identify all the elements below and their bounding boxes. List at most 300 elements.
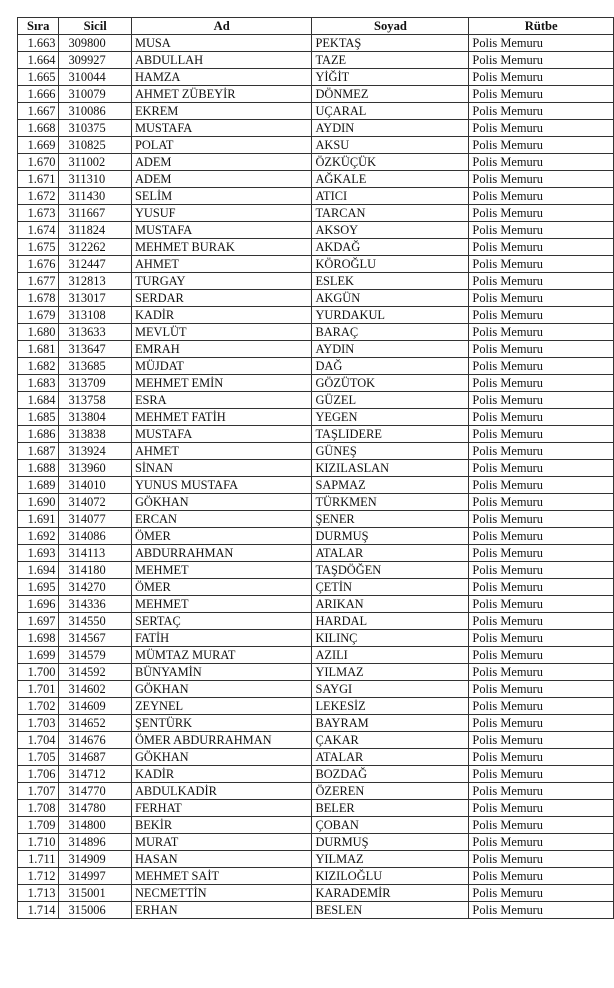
cell-sira: 1.690 [18, 494, 59, 511]
table-row [18, 579, 614, 596]
table-row [18, 103, 614, 120]
cell-sira: 1.689 [18, 477, 59, 494]
cell-sira: 1.703 [18, 715, 59, 732]
cell-ad: ADEM [131, 171, 312, 188]
cell-ad: FATİH [131, 630, 312, 647]
cell-ad: MUSTAFA [131, 426, 312, 443]
cell-sira: 1.705 [18, 749, 59, 766]
cell-rutbe: Polis Memuru [469, 868, 614, 885]
cell-ad: BÜNYAMİN [131, 664, 312, 681]
cell-ad: ÖMER ABDURRAHMAN [131, 732, 312, 749]
cell-soyad: AKSU [312, 137, 469, 154]
table-row [18, 154, 614, 171]
table-row [18, 86, 614, 103]
cell-sira: 1.712 [18, 868, 59, 885]
cell-rutbe: Polis Memuru [469, 137, 614, 154]
cell-sira: 1.686 [18, 426, 59, 443]
cell-rutbe: Polis Memuru [469, 188, 614, 205]
cell-rutbe: Polis Memuru [469, 664, 614, 681]
cell-soyad: KARADEMİR [312, 885, 469, 902]
cell-rutbe: Polis Memuru [469, 341, 614, 358]
table-row [18, 902, 614, 919]
cell-rutbe: Polis Memuru [469, 477, 614, 494]
table-row [18, 715, 614, 732]
cell-soyad: ESLEK [312, 273, 469, 290]
cell-rutbe: Polis Memuru [469, 375, 614, 392]
cell-sicil: 314010 [59, 477, 131, 494]
table-row [18, 477, 614, 494]
cell-sira: 1.664 [18, 52, 59, 69]
cell-rutbe: Polis Memuru [469, 120, 614, 137]
cell-rutbe: Polis Memuru [469, 613, 614, 630]
cell-sicil: 312262 [59, 239, 131, 256]
header-sicil: Sicil [59, 18, 131, 35]
cell-rutbe: Polis Memuru [469, 426, 614, 443]
cell-ad: YUNUS MUSTAFA [131, 477, 312, 494]
cell-rutbe: Polis Memuru [469, 800, 614, 817]
cell-ad: MEHMET BURAK [131, 239, 312, 256]
cell-sira: 1.678 [18, 290, 59, 307]
table-row [18, 613, 614, 630]
cell-soyad: KIZILASLAN [312, 460, 469, 477]
cell-ad: POLAT [131, 137, 312, 154]
cell-rutbe: Polis Memuru [469, 52, 614, 69]
cell-sicil: 314113 [59, 545, 131, 562]
cell-sicil: 314579 [59, 647, 131, 664]
table-row [18, 698, 614, 715]
table-row [18, 443, 614, 460]
cell-sicil: 312813 [59, 273, 131, 290]
cell-sicil: 314770 [59, 783, 131, 800]
cell-sira: 1.691 [18, 511, 59, 528]
table-body [18, 35, 614, 919]
cell-ad: KADİR [131, 766, 312, 783]
cell-sira: 1.672 [18, 188, 59, 205]
cell-sicil: 314780 [59, 800, 131, 817]
cell-soyad: UÇARAL [312, 103, 469, 120]
table-row [18, 885, 614, 902]
cell-soyad: BELER [312, 800, 469, 817]
cell-rutbe: Polis Memuru [469, 205, 614, 222]
table-row [18, 52, 614, 69]
cell-sira: 1.681 [18, 341, 59, 358]
cell-rutbe: Polis Memuru [469, 732, 614, 749]
cell-sira: 1.707 [18, 783, 59, 800]
table-row [18, 562, 614, 579]
cell-rutbe: Polis Memuru [469, 698, 614, 715]
cell-sira: 1.684 [18, 392, 59, 409]
cell-soyad: GÖZÜTOK [312, 375, 469, 392]
cell-sicil: 314086 [59, 528, 131, 545]
cell-ad: GÖKHAN [131, 749, 312, 766]
cell-sicil: 314712 [59, 766, 131, 783]
cell-sira: 1.693 [18, 545, 59, 562]
cell-soyad: DURMUŞ [312, 834, 469, 851]
cell-rutbe: Polis Memuru [469, 647, 614, 664]
table-row [18, 817, 614, 834]
table-row [18, 290, 614, 307]
table-row [18, 494, 614, 511]
cell-sira: 1.688 [18, 460, 59, 477]
cell-sira: 1.713 [18, 885, 59, 902]
cell-ad: SERDAR [131, 290, 312, 307]
cell-soyad: YILMAZ [312, 664, 469, 681]
cell-rutbe: Polis Memuru [469, 630, 614, 647]
cell-sira: 1.679 [18, 307, 59, 324]
cell-ad: GÖKHAN [131, 681, 312, 698]
table-row [18, 460, 614, 477]
cell-rutbe: Polis Memuru [469, 171, 614, 188]
cell-sicil: 315001 [59, 885, 131, 902]
cell-sira: 1.665 [18, 69, 59, 86]
table-row [18, 188, 614, 205]
cell-sicil: 310086 [59, 103, 131, 120]
cell-soyad: AZILI [312, 647, 469, 664]
cell-sira: 1.694 [18, 562, 59, 579]
cell-sira: 1.676 [18, 256, 59, 273]
cell-rutbe: Polis Memuru [469, 681, 614, 698]
table-row [18, 256, 614, 273]
cell-ad: MUSTAFA [131, 120, 312, 137]
table-row [18, 545, 614, 562]
cell-ad: MEHMET EMİN [131, 375, 312, 392]
cell-soyad: YILMAZ [312, 851, 469, 868]
table-row [18, 834, 614, 851]
cell-sicil: 312447 [59, 256, 131, 273]
cell-sicil: 311667 [59, 205, 131, 222]
cell-rutbe: Polis Memuru [469, 154, 614, 171]
cell-sicil: 311824 [59, 222, 131, 239]
cell-ad: AHMET [131, 443, 312, 460]
cell-sira: 1.682 [18, 358, 59, 375]
table-header [18, 18, 614, 35]
cell-sicil: 314652 [59, 715, 131, 732]
cell-rutbe: Polis Memuru [469, 494, 614, 511]
cell-soyad: HARDAL [312, 613, 469, 630]
cell-sicil: 314997 [59, 868, 131, 885]
cell-ad: ADEM [131, 154, 312, 171]
cell-sira: 1.669 [18, 137, 59, 154]
cell-sira: 1.670 [18, 154, 59, 171]
table-row [18, 528, 614, 545]
table-row [18, 324, 614, 341]
cell-sira: 1.704 [18, 732, 59, 749]
cell-sira: 1.692 [18, 528, 59, 545]
cell-sicil: 310079 [59, 86, 131, 103]
table-row [18, 392, 614, 409]
cell-soyad: DÖNMEZ [312, 86, 469, 103]
cell-ad: ZEYNEL [131, 698, 312, 715]
cell-soyad: BAYRAM [312, 715, 469, 732]
cell-sira: 1.696 [18, 596, 59, 613]
cell-sira: 1.687 [18, 443, 59, 460]
cell-sicil: 310825 [59, 137, 131, 154]
cell-soyad: AKDAĞ [312, 239, 469, 256]
cell-ad: MUSTAFA [131, 222, 312, 239]
cell-soyad: ÇAKAR [312, 732, 469, 749]
cell-soyad: ÖZEREN [312, 783, 469, 800]
cell-soyad: ŞENER [312, 511, 469, 528]
table-row [18, 341, 614, 358]
cell-rutbe: Polis Memuru [469, 596, 614, 613]
cell-soyad: AKSOY [312, 222, 469, 239]
cell-ad: YUSUF [131, 205, 312, 222]
cell-rutbe: Polis Memuru [469, 902, 614, 919]
table-row [18, 596, 614, 613]
cell-rutbe: Polis Memuru [469, 103, 614, 120]
cell-ad: MEHMET [131, 596, 312, 613]
cell-sicil: 315006 [59, 902, 131, 919]
table-row [18, 783, 614, 800]
header-sira: Sıra [18, 18, 59, 35]
cell-rutbe: Polis Memuru [469, 817, 614, 834]
cell-soyad: AĞKALE [312, 171, 469, 188]
cell-sira: 1.706 [18, 766, 59, 783]
cell-ad: ERHAN [131, 902, 312, 919]
cell-soyad: YEGEN [312, 409, 469, 426]
cell-rutbe: Polis Memuru [469, 69, 614, 86]
cell-soyad: GÜNEŞ [312, 443, 469, 460]
cell-soyad: TAZE [312, 52, 469, 69]
cell-ad: HASAN [131, 851, 312, 868]
cell-rutbe: Polis Memuru [469, 511, 614, 528]
cell-ad: MEHMET [131, 562, 312, 579]
table-row [18, 647, 614, 664]
cell-rutbe: Polis Memuru [469, 528, 614, 545]
cell-ad: ESRA [131, 392, 312, 409]
cell-ad: GÖKHAN [131, 494, 312, 511]
cell-soyad: SAYGI [312, 681, 469, 698]
table-row [18, 732, 614, 749]
table-row [18, 222, 614, 239]
cell-sira: 1.685 [18, 409, 59, 426]
cell-ad: EKREM [131, 103, 312, 120]
cell-sira: 1.701 [18, 681, 59, 698]
cell-rutbe: Polis Memuru [469, 324, 614, 341]
cell-sira: 1.695 [18, 579, 59, 596]
cell-ad: ÖMER [131, 528, 312, 545]
header-row [18, 18, 614, 35]
cell-ad: SİNAN [131, 460, 312, 477]
table-row [18, 426, 614, 443]
header-rutbe: Rütbe [469, 18, 614, 35]
cell-soyad: YİĞİT [312, 69, 469, 86]
cell-soyad: TAŞDÖĞEN [312, 562, 469, 579]
table-row [18, 69, 614, 86]
cell-sicil: 314609 [59, 698, 131, 715]
cell-ad: ABDULLAH [131, 52, 312, 69]
cell-soyad: TAŞLIDERE [312, 426, 469, 443]
cell-sicil: 314567 [59, 630, 131, 647]
cell-rutbe: Polis Memuru [469, 460, 614, 477]
cell-ad: MEVLÜT [131, 324, 312, 341]
cell-ad: HAMZA [131, 69, 312, 86]
cell-sira: 1.683 [18, 375, 59, 392]
cell-ad: MEHMET SAİT [131, 868, 312, 885]
cell-sicil: 313108 [59, 307, 131, 324]
cell-sicil: 314592 [59, 664, 131, 681]
table-row [18, 630, 614, 647]
cell-sicil: 313758 [59, 392, 131, 409]
cell-soyad: ÇETİN [312, 579, 469, 596]
cell-sicil: 314180 [59, 562, 131, 579]
table-row [18, 375, 614, 392]
cell-sira: 1.697 [18, 613, 59, 630]
cell-sira: 1.708 [18, 800, 59, 817]
cell-ad: MUSA [131, 35, 312, 52]
cell-sira: 1.710 [18, 834, 59, 851]
table-row [18, 511, 614, 528]
cell-rutbe: Polis Memuru [469, 239, 614, 256]
cell-sicil: 313685 [59, 358, 131, 375]
cell-sicil: 313804 [59, 409, 131, 426]
cell-ad: ABDURRAHMAN [131, 545, 312, 562]
cell-ad: AHMET [131, 256, 312, 273]
cell-sicil: 313924 [59, 443, 131, 460]
cell-ad: ABDULKADİR [131, 783, 312, 800]
table-row [18, 205, 614, 222]
cell-sicil: 314676 [59, 732, 131, 749]
cell-rutbe: Polis Memuru [469, 358, 614, 375]
cell-sicil: 314602 [59, 681, 131, 698]
cell-ad: MÜMTAZ MURAT [131, 647, 312, 664]
table-row [18, 800, 614, 817]
header-soyad: Soyad [312, 18, 469, 35]
cell-sicil: 313017 [59, 290, 131, 307]
cell-rutbe: Polis Memuru [469, 409, 614, 426]
table-row [18, 749, 614, 766]
cell-sicil: 309800 [59, 35, 131, 52]
cell-sira: 1.663 [18, 35, 59, 52]
cell-rutbe: Polis Memuru [469, 749, 614, 766]
table-row [18, 239, 614, 256]
cell-sira: 1.680 [18, 324, 59, 341]
cell-rutbe: Polis Memuru [469, 443, 614, 460]
cell-sira: 1.674 [18, 222, 59, 239]
cell-sicil: 313960 [59, 460, 131, 477]
cell-sira: 1.711 [18, 851, 59, 868]
cell-ad: MEHMET FATİH [131, 409, 312, 426]
cell-sira: 1.667 [18, 103, 59, 120]
cell-rutbe: Polis Memuru [469, 783, 614, 800]
cell-sicil: 314077 [59, 511, 131, 528]
table-row [18, 681, 614, 698]
cell-sicil: 313647 [59, 341, 131, 358]
cell-rutbe: Polis Memuru [469, 273, 614, 290]
cell-rutbe: Polis Memuru [469, 392, 614, 409]
cell-rutbe: Polis Memuru [469, 256, 614, 273]
cell-sicil: 310044 [59, 69, 131, 86]
cell-ad: MÜJDAT [131, 358, 312, 375]
cell-soyad: BARAÇ [312, 324, 469, 341]
cell-rutbe: Polis Memuru [469, 290, 614, 307]
cell-sicil: 313838 [59, 426, 131, 443]
cell-sira: 1.700 [18, 664, 59, 681]
cell-soyad: KIZILOĞLU [312, 868, 469, 885]
cell-sicil: 310375 [59, 120, 131, 137]
cell-ad: NECMETTİN [131, 885, 312, 902]
table-row [18, 273, 614, 290]
personnel-table [17, 17, 614, 919]
cell-sicil: 311002 [59, 154, 131, 171]
cell-soyad: PEKTAŞ [312, 35, 469, 52]
table-row [18, 868, 614, 885]
cell-sicil: 311310 [59, 171, 131, 188]
cell-soyad: BOZDAĞ [312, 766, 469, 783]
header-ad: Ad [131, 18, 312, 35]
cell-soyad: SAPMAZ [312, 477, 469, 494]
cell-rutbe: Polis Memuru [469, 307, 614, 324]
cell-sicil: 309927 [59, 52, 131, 69]
cell-sicil: 314336 [59, 596, 131, 613]
cell-sira: 1.668 [18, 120, 59, 137]
cell-sira: 1.671 [18, 171, 59, 188]
table-row [18, 851, 614, 868]
cell-sicil: 314909 [59, 851, 131, 868]
cell-sicil: 313633 [59, 324, 131, 341]
cell-ad: EMRAH [131, 341, 312, 358]
cell-sicil: 314072 [59, 494, 131, 511]
cell-ad: ŞENTÜRK [131, 715, 312, 732]
cell-sicil: 314270 [59, 579, 131, 596]
cell-rutbe: Polis Memuru [469, 834, 614, 851]
cell-soyad: TARCAN [312, 205, 469, 222]
table-row [18, 358, 614, 375]
cell-ad: KADİR [131, 307, 312, 324]
cell-sicil: 311430 [59, 188, 131, 205]
cell-soyad: AKGÜN [312, 290, 469, 307]
cell-ad: FERHAT [131, 800, 312, 817]
cell-sicil: 313709 [59, 375, 131, 392]
table-row [18, 409, 614, 426]
cell-ad: ERCAN [131, 511, 312, 528]
cell-sicil: 314800 [59, 817, 131, 834]
cell-sira: 1.709 [18, 817, 59, 834]
table-row [18, 307, 614, 324]
cell-sira: 1.698 [18, 630, 59, 647]
cell-soyad: ATALAR [312, 545, 469, 562]
cell-rutbe: Polis Memuru [469, 851, 614, 868]
cell-sira: 1.714 [18, 902, 59, 919]
cell-rutbe: Polis Memuru [469, 222, 614, 239]
table-row [18, 766, 614, 783]
cell-sira: 1.666 [18, 86, 59, 103]
cell-sicil: 314550 [59, 613, 131, 630]
cell-ad: AHMET ZÜBEYİR [131, 86, 312, 103]
cell-rutbe: Polis Memuru [469, 715, 614, 732]
cell-soyad: KÖROĞLU [312, 256, 469, 273]
cell-sicil: 314896 [59, 834, 131, 851]
cell-soyad: KILINÇ [312, 630, 469, 647]
cell-rutbe: Polis Memuru [469, 885, 614, 902]
cell-rutbe: Polis Memuru [469, 545, 614, 562]
cell-soyad: LEKESİZ [312, 698, 469, 715]
cell-rutbe: Polis Memuru [469, 766, 614, 783]
cell-sira: 1.677 [18, 273, 59, 290]
table-row [18, 120, 614, 137]
cell-sira: 1.702 [18, 698, 59, 715]
table-row [18, 664, 614, 681]
cell-soyad: DURMUŞ [312, 528, 469, 545]
cell-soyad: ATALAR [312, 749, 469, 766]
cell-soyad: ÇOBAN [312, 817, 469, 834]
cell-ad: MURAT [131, 834, 312, 851]
cell-sicil: 314687 [59, 749, 131, 766]
cell-rutbe: Polis Memuru [469, 562, 614, 579]
cell-soyad: AYDIN [312, 120, 469, 137]
cell-soyad: DAĞ [312, 358, 469, 375]
cell-soyad: ATICI [312, 188, 469, 205]
